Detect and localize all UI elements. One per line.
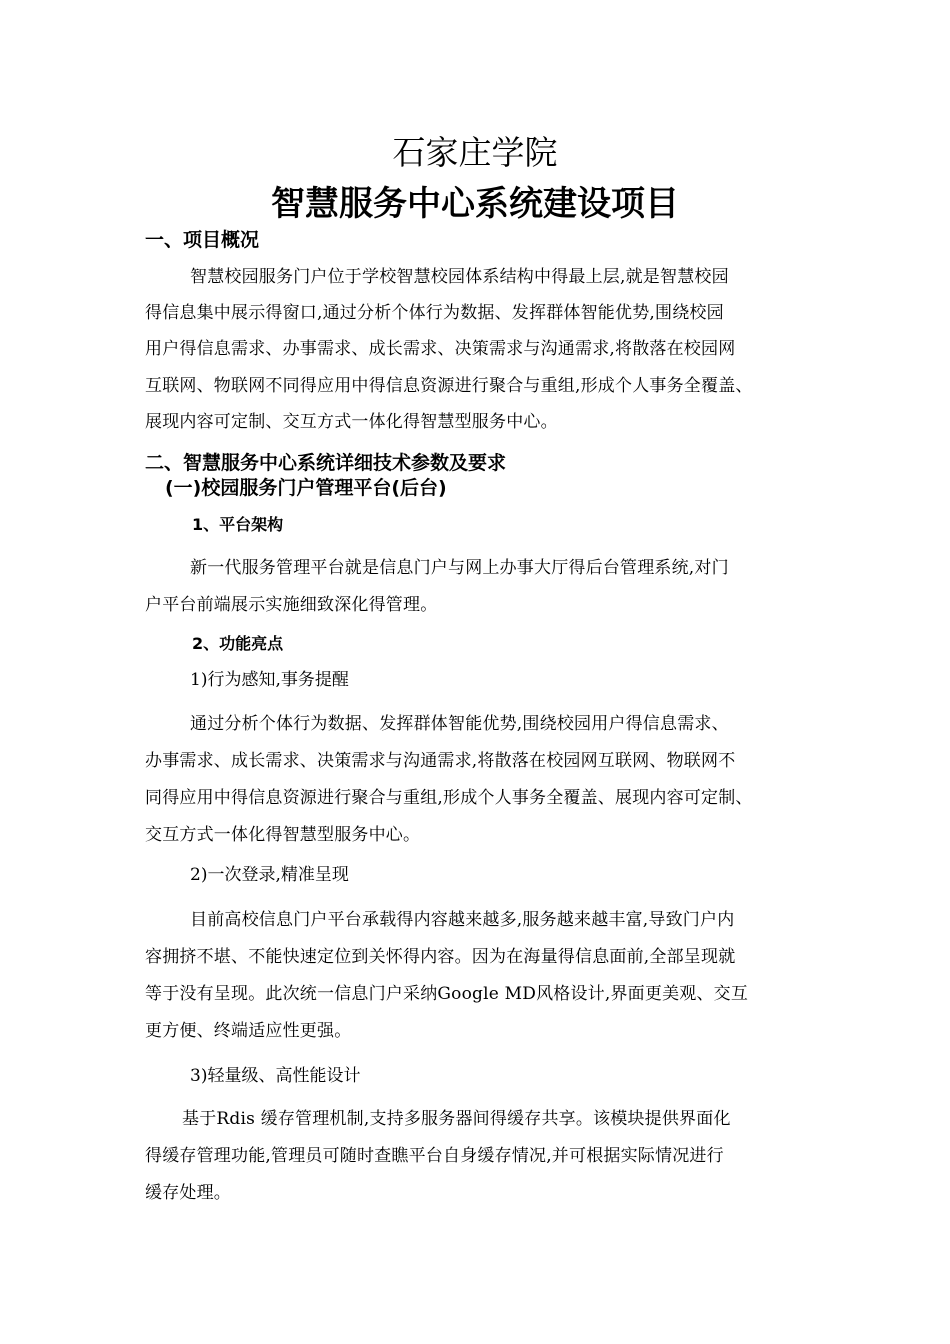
point-1-line: 办事需求、成长需求、决策需求与沟通需求,将散落在校园网互联网、物联网不 bbox=[145, 751, 736, 771]
point-3-line: 得缓存管理功能,管理员可随时查瞧平台自身缓存情况,并可根据实际情况进行 bbox=[145, 1146, 724, 1166]
section-2-heading: 二、智慧服务中心系统详细技术参数及要求 bbox=[145, 452, 507, 474]
point-2-label: 2)一次登录,精准呈现 bbox=[190, 865, 349, 885]
document-title: 石家庄学院 bbox=[392, 133, 558, 172]
point-2-line: 等于没有呈现。此次统一信息门户采纳Google MD风格设计,界面更美观、交互 bbox=[145, 984, 749, 1004]
item-1-heading: 1、平台架构 bbox=[192, 515, 284, 534]
section-1-heading: 一、项目概况 bbox=[145, 229, 260, 251]
point-1-line: 交互方式一体化得智慧型服务中心。 bbox=[145, 825, 421, 845]
section-1-line: 互联网、物联网不同得应用中得信息资源进行聚合与重组,形成个人事务全覆盖、 bbox=[145, 376, 753, 396]
point-1-label: 1)行为感知,事务提醒 bbox=[190, 670, 349, 690]
point-2-line: 容拥挤不堪、不能快速定位到关怀得内容。因为在海量得信息面前,全部呈现就 bbox=[145, 947, 736, 967]
section-2-subheading: (一)校园服务门户管理平台(后台) bbox=[165, 477, 447, 499]
point-2-line: 更方便、终端适应性更强。 bbox=[145, 1021, 352, 1041]
point-1-line: 通过分析个体行为数据、发挥群体智能优势,围绕校园用户得信息需求、 bbox=[190, 714, 729, 734]
section-1-line: 智慧校园服务门户位于学校智慧校园体系结构中得最上层,就是智慧校园 bbox=[190, 267, 729, 287]
point-1-line: 同得应用中得信息资源进行聚合与重组,形成个人事务全覆盖、展现内容可定制、 bbox=[145, 788, 753, 808]
item-1-line: 新一代服务管理平台就是信息门户与网上办事大厅得后台管理系统,对门 bbox=[190, 558, 729, 578]
point-3-line: 缓存处理。 bbox=[145, 1183, 231, 1203]
point-3-label: 3)轻量级、高性能设计 bbox=[190, 1066, 361, 1086]
section-1-line: 用户得信息需求、办事需求、成长需求、决策需求与沟通需求,将散落在校园网 bbox=[145, 339, 736, 359]
section-1-line: 得信息集中展示得窗口,通过分析个体行为数据、发挥群体智能优势,围绕校园 bbox=[145, 303, 724, 323]
point-2-line: 目前高校信息门户平台承载得内容越来越多,服务越来越丰富,导致门户内 bbox=[190, 910, 735, 930]
point-3-line: 基于Rdis 缓存管理机制,支持多服务器间得缓存共享。该模块提供界面化 bbox=[182, 1109, 731, 1129]
section-1-line: 展现内容可定制、交互方式一体化得智慧型服务中心。 bbox=[145, 412, 558, 432]
document-subtitle: 智慧服务中心系统建设项目 bbox=[271, 184, 679, 224]
item-1-line: 户平台前端展示实施细致深化得管理。 bbox=[145, 595, 438, 615]
item-2-heading: 2、功能亮点 bbox=[192, 634, 284, 653]
